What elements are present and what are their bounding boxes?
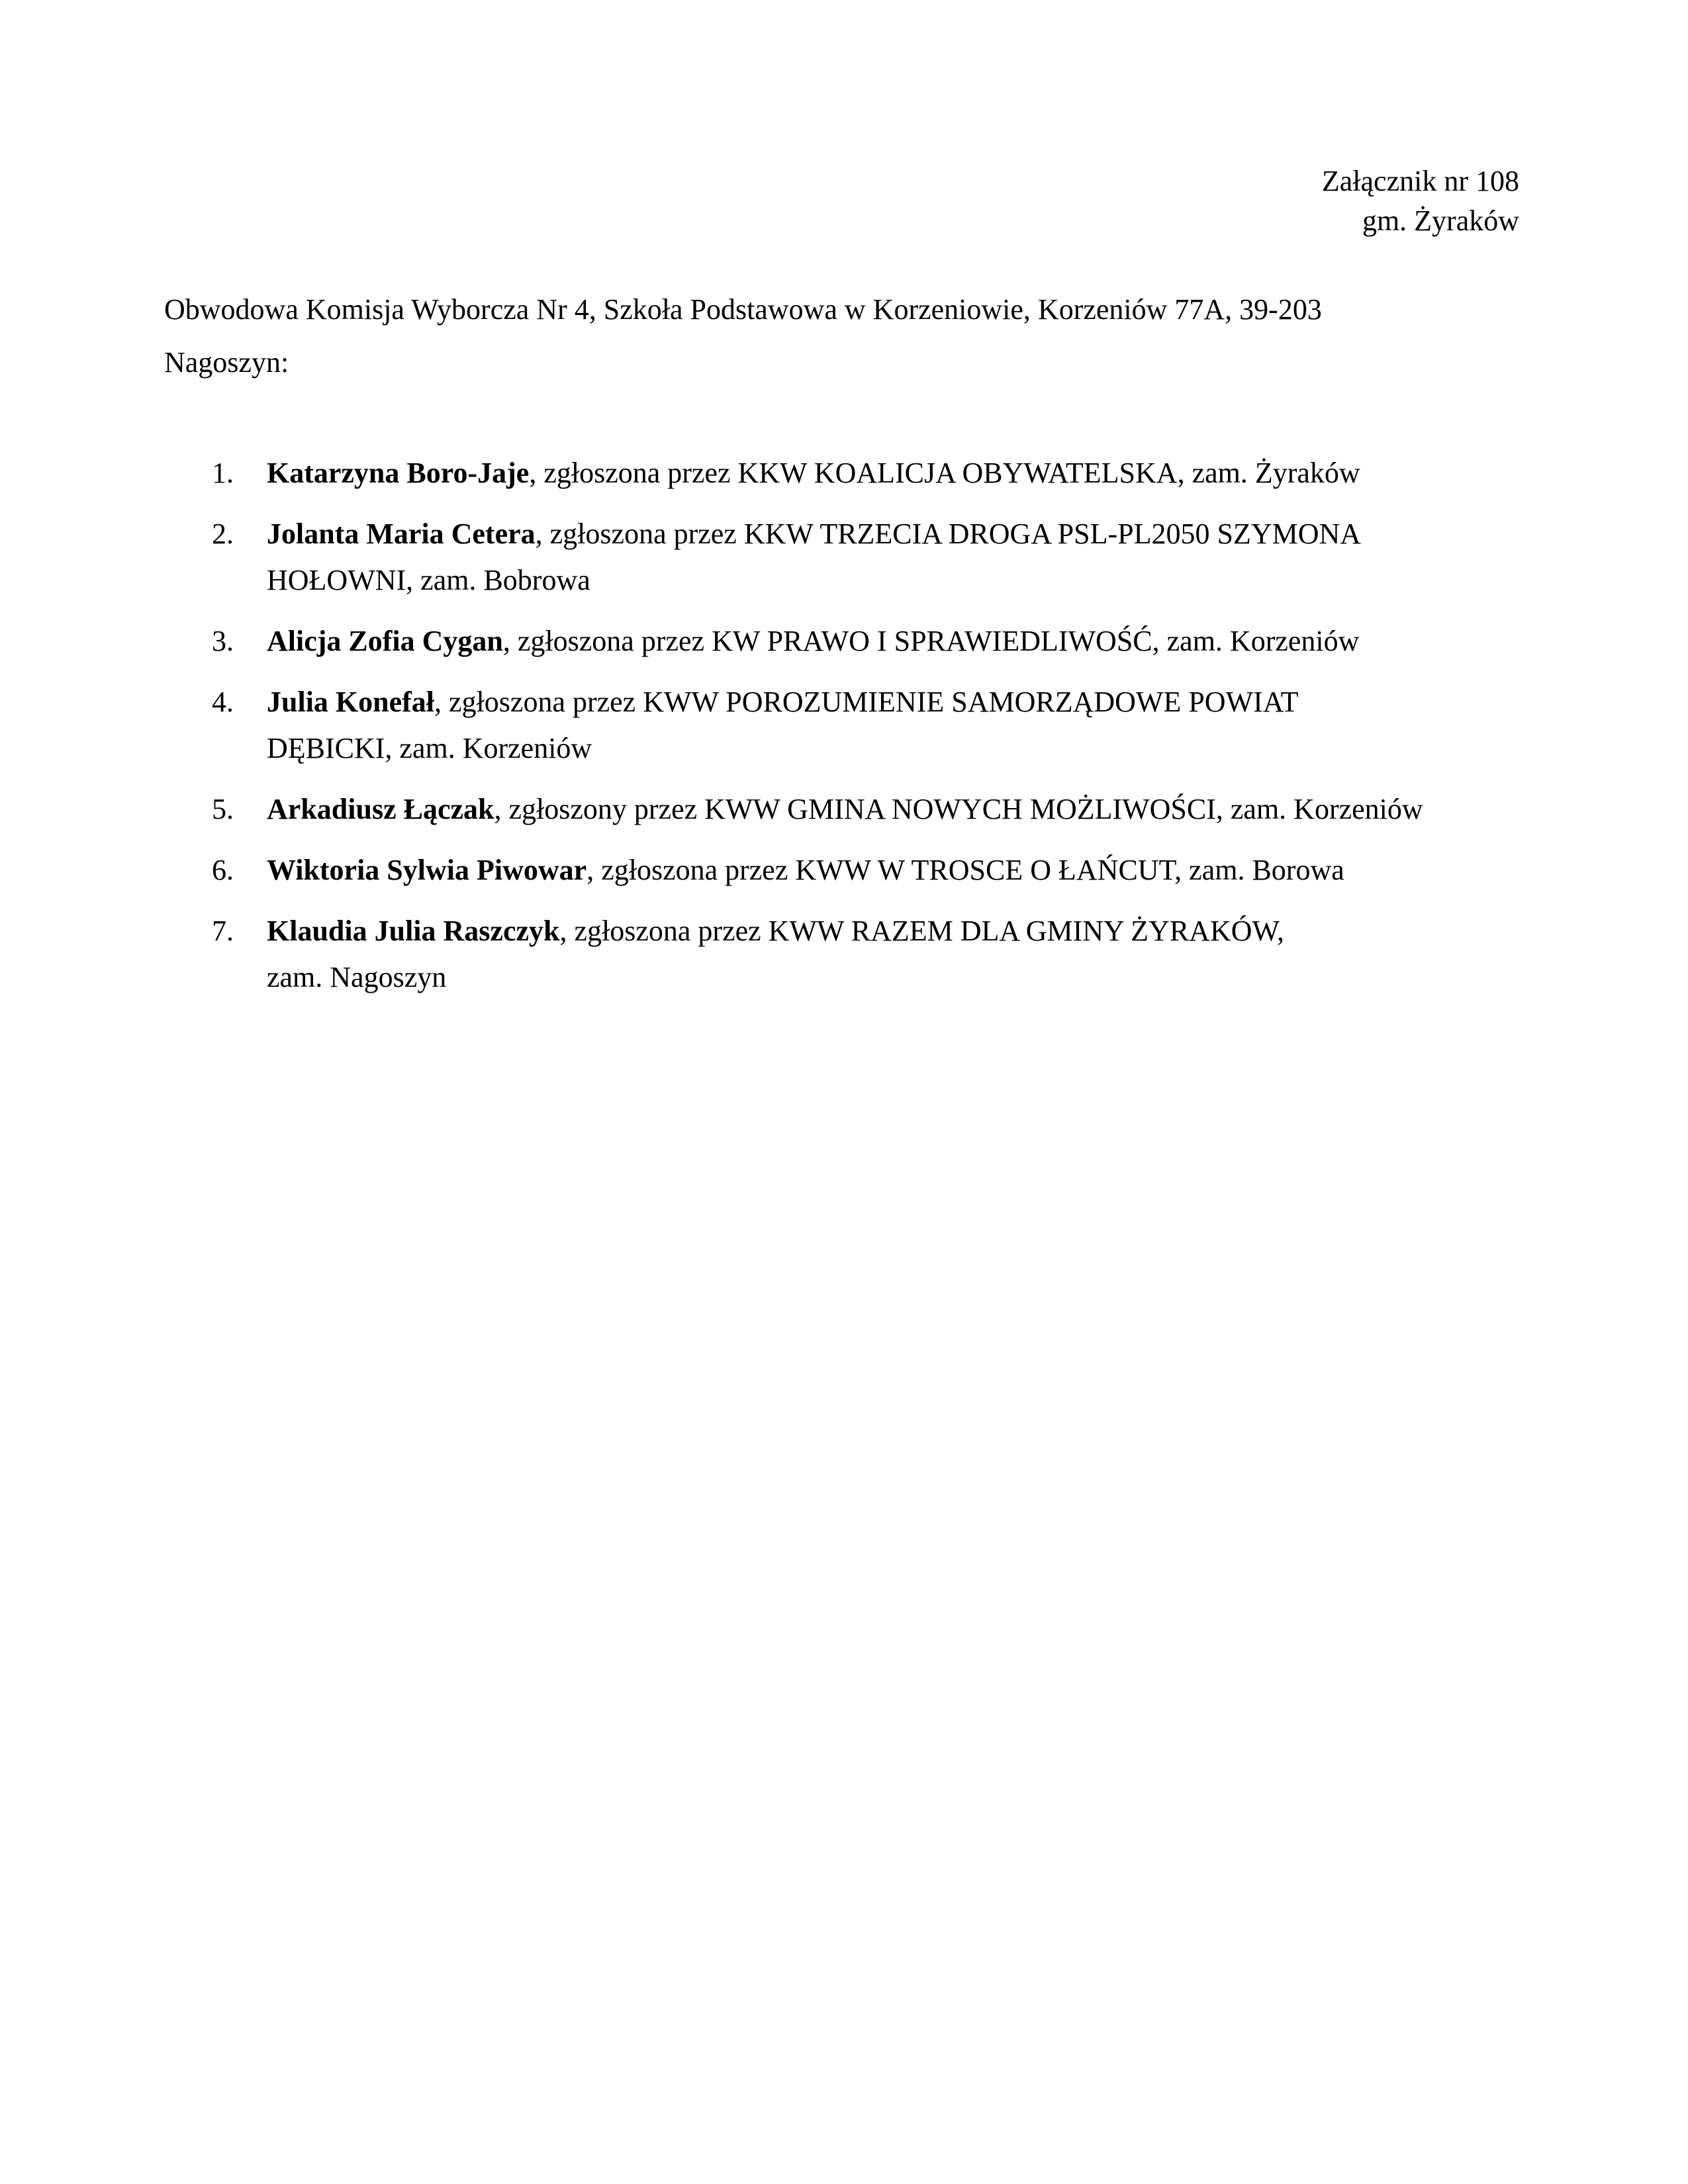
member-details: , zgłoszona przez KWW POROZUMIENIE SAMORZĄDOWE POWIAT xyxy=(434,686,1299,718)
attachment-municipality: gm. Żyraków xyxy=(1362,205,1519,237)
member-details-continued: DĘBICKI, zam. Korzeniów xyxy=(267,732,592,764)
member-name: Arkadiusz Łączak xyxy=(267,793,494,825)
member-item xyxy=(164,847,1528,893)
commission-title xyxy=(164,283,1528,389)
member-list xyxy=(164,450,1528,1015)
member-details: , zgłoszona przez KKW KOALICJA OBYWATELSKA, zam. Żyraków xyxy=(529,457,1360,489)
member-name: Wiktoria Sylwia Piwowar xyxy=(267,854,587,886)
member-number: 5. xyxy=(212,793,234,825)
member-details-continued: HOŁOWNI, zam. Bobrowa xyxy=(267,564,590,596)
member-details-continued: zam. Nagoszyn xyxy=(267,961,447,993)
member-item xyxy=(164,511,1528,604)
commission-title-line-1: Obwodowa Komisja Wyborcza Nr 4, Szkoła Podstawowa w Korzeniowie, Korzeniów 77A, 39-203 xyxy=(164,293,1322,326)
member-item xyxy=(164,450,1528,496)
member-details: , zgłoszona przez KWW W TROSCE O ŁAŃCUT, zam. Borowa xyxy=(586,854,1344,886)
member-item xyxy=(164,618,1528,664)
member-name: Jolanta Maria Cetera xyxy=(267,518,536,550)
commission-title-line-2: Nagoszyn: xyxy=(164,346,289,379)
member-number: 6. xyxy=(212,854,234,886)
member-details: , zgłoszona przez KKW TRZECIA DROGA PSL-PL2050 SZYMONA xyxy=(535,518,1362,550)
member-details: , zgłoszona przez KW PRAWO I SPRAWIEDLIWOŚĆ, zam. Korzeniów xyxy=(502,625,1360,657)
attachment-header xyxy=(1322,161,1519,241)
member-name: Alicja Zofia Cygan xyxy=(267,625,503,657)
member-name: Katarzyna Boro-Jaje xyxy=(267,457,530,489)
member-item xyxy=(164,908,1528,1001)
member-number: 4. xyxy=(212,686,234,718)
attachment-number: Załącznik nr 108 xyxy=(1321,165,1519,197)
member-number: 3. xyxy=(212,625,234,657)
member-item xyxy=(164,786,1528,833)
member-name: Julia Konefał xyxy=(267,686,435,718)
member-number: 7. xyxy=(212,915,234,947)
member-details: , zgłoszony przez KWW GMINA NOWYCH MOŻLIWOŚCI, zam. Korzeniów xyxy=(494,793,1423,825)
member-number: 2. xyxy=(212,518,234,550)
member-number: 1. xyxy=(212,457,234,489)
member-item xyxy=(164,679,1528,772)
member-name: Klaudia Julia Raszczyk xyxy=(267,915,560,947)
member-details: , zgłoszona przez KWW RAZEM DLA GMINY ŻYRAKÓW, xyxy=(559,915,1284,947)
